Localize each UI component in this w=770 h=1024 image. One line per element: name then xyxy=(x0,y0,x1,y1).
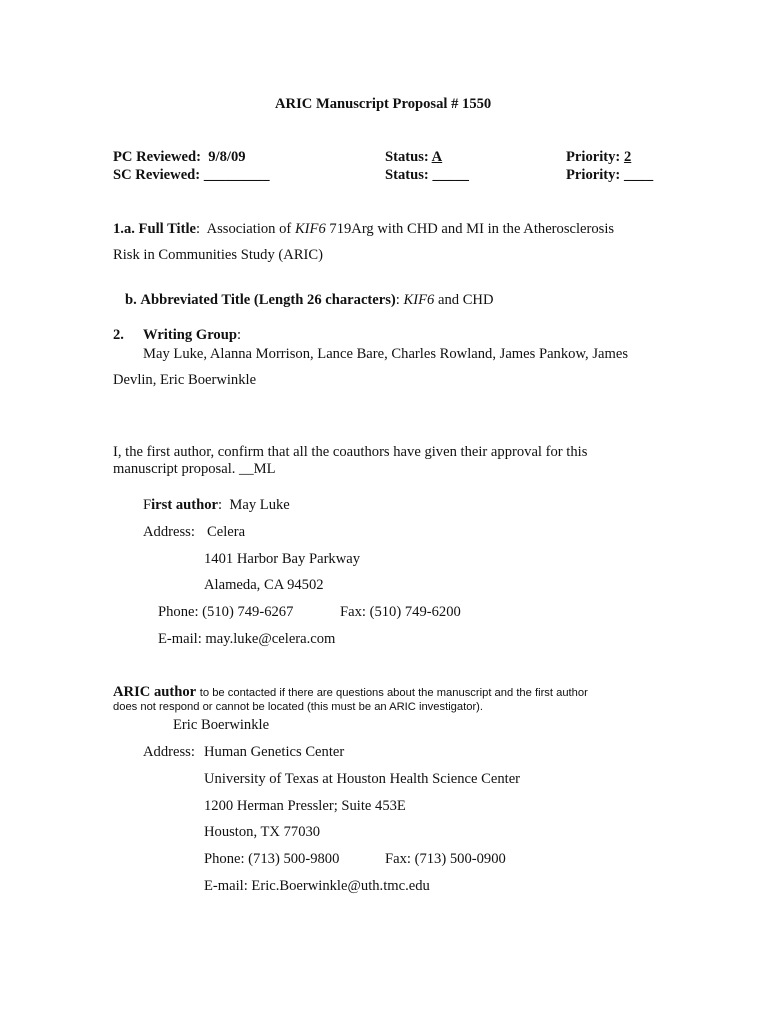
aric-author-label: ARIC author xyxy=(113,684,197,700)
status-value-2: _____ xyxy=(432,167,469,183)
full-title-line-1: 1.a. Full Title: Association of KIF6 719Arg with CHD and MI in the Atherosclerosis xyxy=(113,221,615,237)
confirmation-line-1: I, the first author, confirm that all the coauthors have given their approval for this xyxy=(113,444,588,460)
first-author-address-label: Address: xyxy=(143,524,195,540)
full-title-gene: KIF6 xyxy=(294,221,326,237)
abbreviated-title-text: and CHD xyxy=(434,292,494,308)
full-title-line-2: Risk in Communities Study (ARIC) xyxy=(113,247,324,263)
status-line-2 xyxy=(385,166,469,184)
abbreviated-title-line: b. Abbreviated Title (Length 26 characters): KIF6 and CHD xyxy=(125,292,494,308)
aric-author-note-text-1: to be contacted if there are questions about the manuscript and the first author xyxy=(199,687,588,699)
aric-author-fax: Fax: (713) 500-0900 xyxy=(385,851,506,867)
first-author-fax: Fax: (510) 749-6200 xyxy=(340,604,461,620)
aric-author-name: Eric Boerwinkle xyxy=(173,717,270,733)
section-1b-number: b. xyxy=(125,292,137,308)
priority-line-2 xyxy=(566,166,653,184)
priority-value-1: 2 xyxy=(623,149,632,165)
first-author-line: First author: May Luke xyxy=(143,497,290,513)
first-author-name: May Luke xyxy=(229,497,290,513)
writing-group-label: Writing Group xyxy=(143,327,237,343)
first-author-phone: Phone: (510) 749-6267 xyxy=(158,604,294,620)
first-author-address-line-3: Alameda, CA 94502 xyxy=(204,577,324,593)
status-label-2: Status: xyxy=(385,167,429,183)
pc-reviewed-label: PC Reviewed: xyxy=(113,149,201,165)
first-author-address-line-1: Celera xyxy=(207,524,246,540)
sc-reviewed-label: SC Reviewed: xyxy=(113,167,201,183)
aric-author-address-line-1: Human Genetics Center xyxy=(204,744,345,760)
aric-author-phone: Phone: (713) 500-9800 xyxy=(204,851,340,867)
aric-author-email: E-mail: Eric.Boerwinkle@uth.tmc.edu xyxy=(204,878,430,894)
confirmation-line-2: manuscript proposal. __ML xyxy=(113,461,276,477)
aric-author-address-line-3: 1200 Herman Pressler; Suite 453E xyxy=(204,798,406,814)
section-2-number: 2. xyxy=(113,327,124,343)
abbreviated-title-gene: KIF6 xyxy=(403,292,435,308)
full-title-label: Full Title xyxy=(138,221,196,237)
full-title-text-post: 719Arg with CHD and MI in the Atherosclerosis xyxy=(325,221,615,237)
page-title: ARIC Manuscript Proposal # 1550 xyxy=(275,96,492,112)
aric-author-address-label: Address: xyxy=(143,744,195,760)
aric-author-note-line-2: does not respond or cannot be located (this must be an ARIC investigator). xyxy=(113,701,484,713)
status-line-1 xyxy=(385,148,442,166)
abbreviated-title-label: Abbreviated Title (Length 26 characters) xyxy=(140,292,396,308)
section-1a-number: 1.a. xyxy=(113,221,135,237)
full-title-text-pre: Association of xyxy=(206,221,295,237)
first-author-label-prefix: F xyxy=(143,497,152,513)
status-label-1: Status: xyxy=(385,149,429,165)
writing-group-line-1: May Luke, Alanna Morrison, Lance Bare, Charles Rowland, James Pankow, James xyxy=(143,346,628,362)
aric-author-address-line-2: University of Texas at Houston Health Science Center xyxy=(204,771,521,787)
aric-author-address-line-4: Houston, TX 77030 xyxy=(204,824,321,840)
priority-line-1 xyxy=(566,148,631,166)
priority-label-1: Priority: xyxy=(566,149,621,165)
writing-group-heading: Writing Group: xyxy=(143,327,241,343)
sc-reviewed-value: _________ xyxy=(203,167,270,183)
pc-reviewed-value: 9/8/09 xyxy=(208,149,246,165)
status-value-1: A xyxy=(431,149,443,165)
sc-reviewed-line xyxy=(113,166,269,184)
writing-group-line-2: Devlin, Eric Boerwinkle xyxy=(113,372,257,388)
first-author-email: E-mail: may.luke@celera.com xyxy=(158,631,336,647)
first-author-label: irst author xyxy=(151,497,219,513)
pc-reviewed-line xyxy=(113,148,246,166)
priority-value-2: ____ xyxy=(623,167,654,183)
priority-label-2: Priority: xyxy=(566,167,621,183)
first-author-address-line-2: 1401 Harbor Bay Parkway xyxy=(204,551,361,567)
